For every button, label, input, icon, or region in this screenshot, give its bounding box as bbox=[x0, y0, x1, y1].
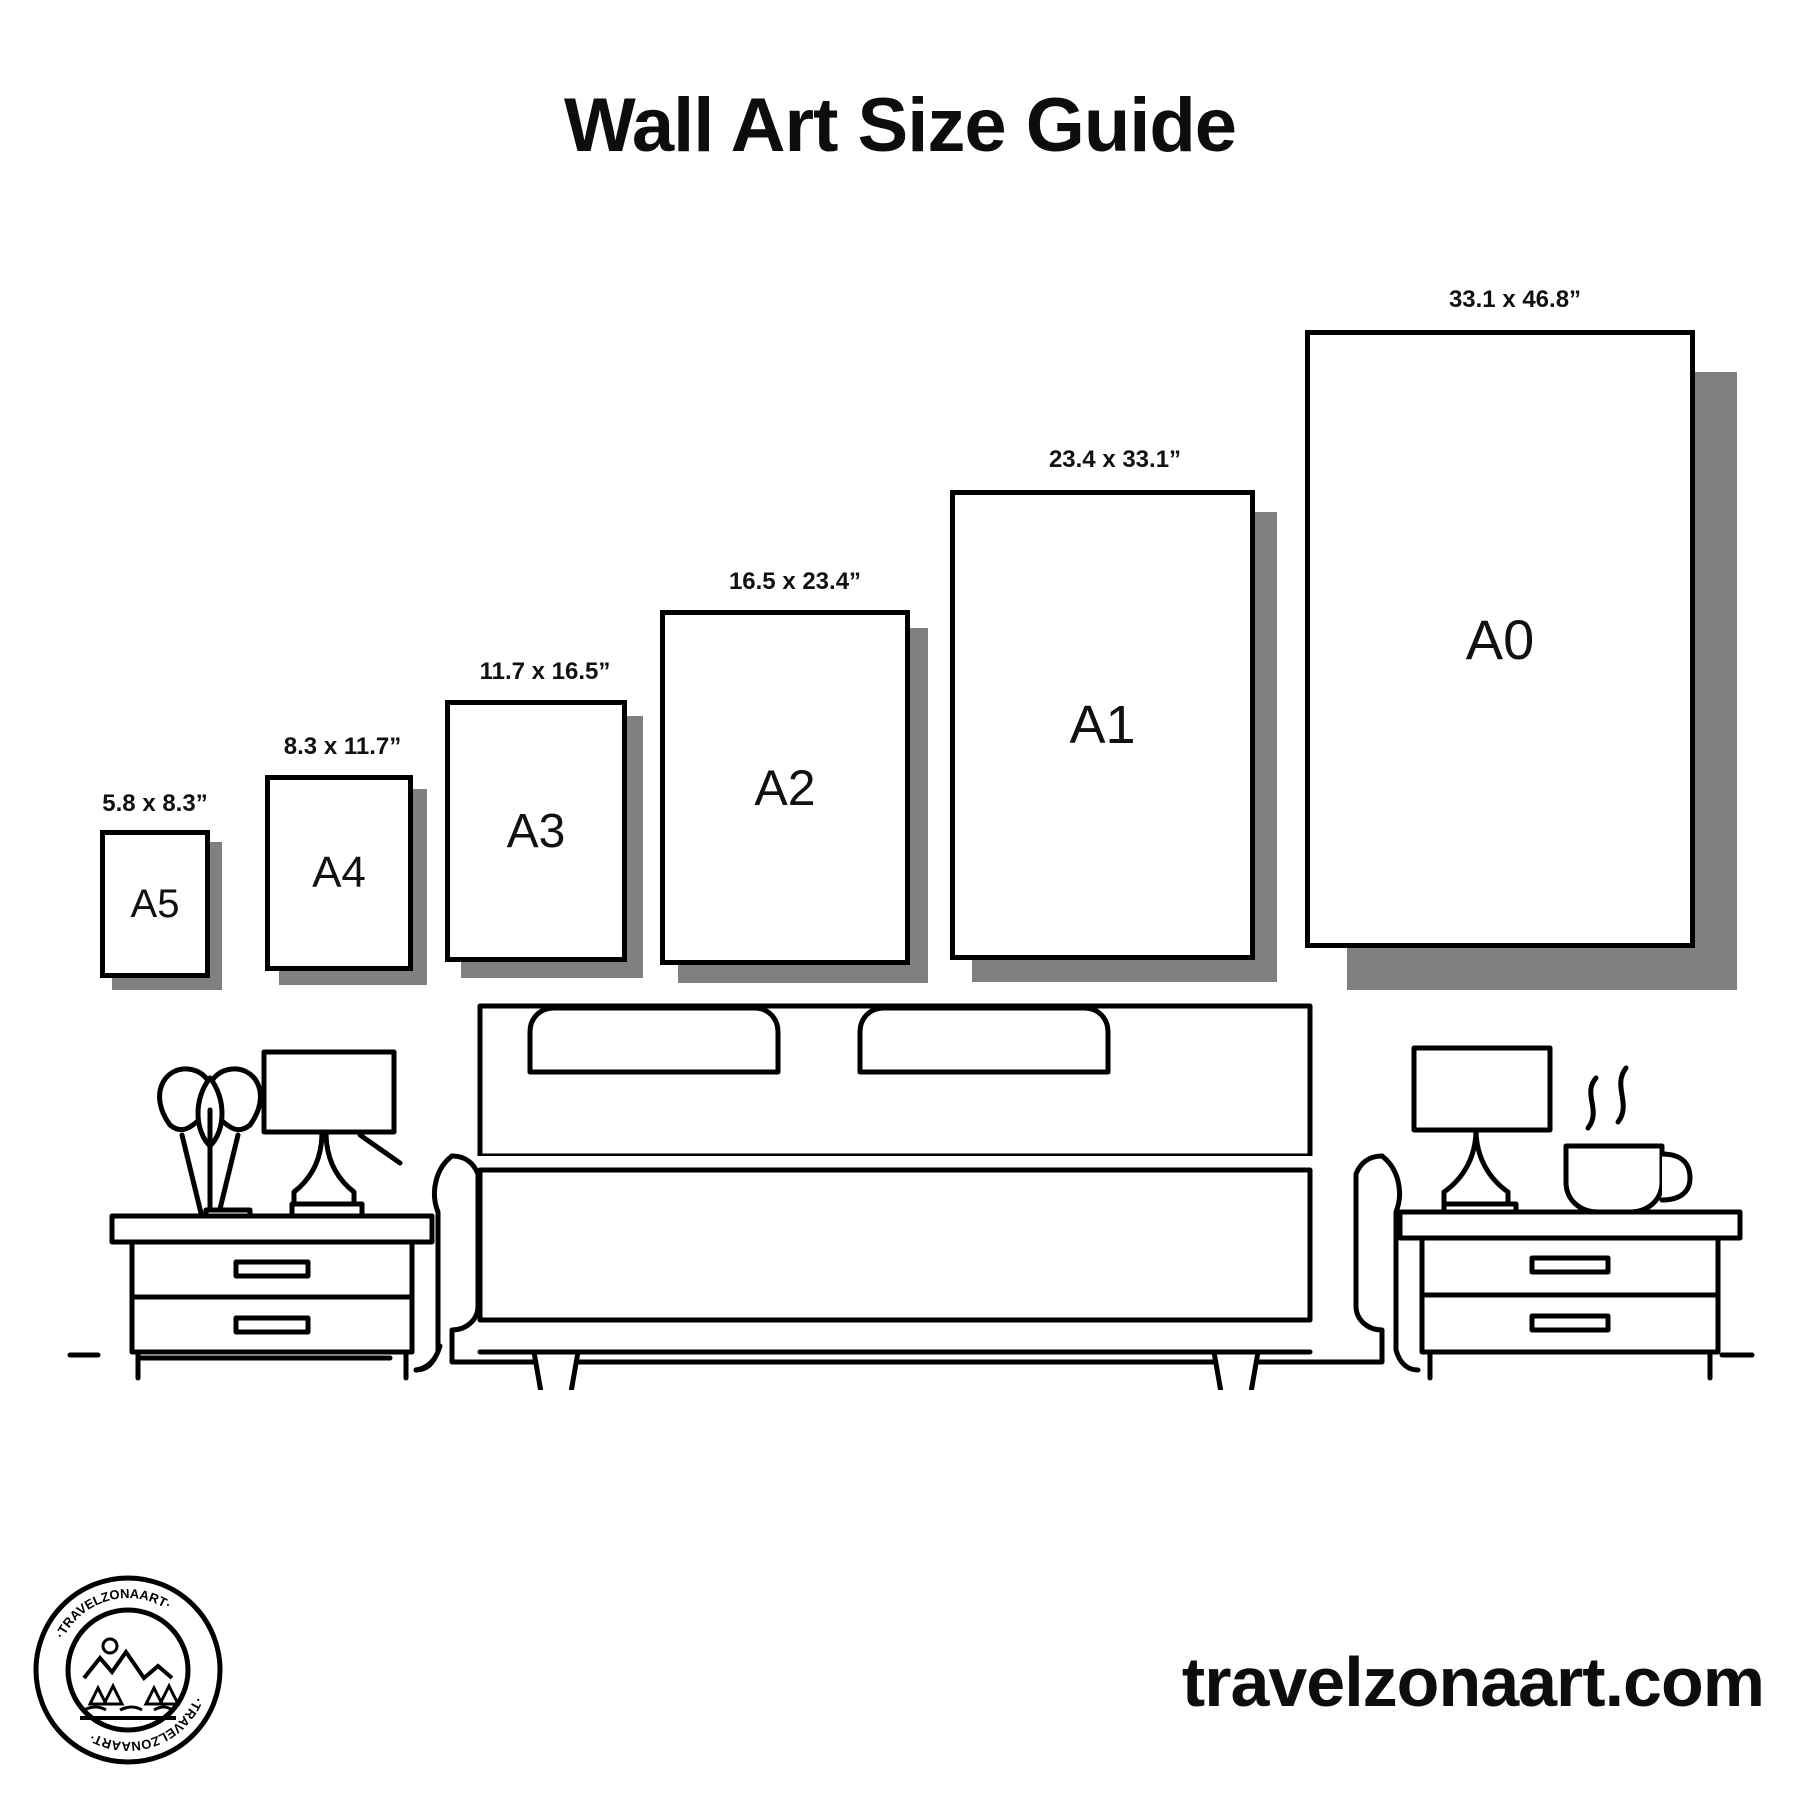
frame-group-a1[interactable] bbox=[950, 446, 1280, 990]
right-lamp bbox=[1414, 1048, 1550, 1216]
frame-group-a4[interactable] bbox=[265, 733, 420, 990]
bedroom-illustration bbox=[60, 960, 1760, 1390]
frame-caption-a5: 5.8 x 8.3” bbox=[102, 790, 208, 817]
logo-outer-ring bbox=[36, 1578, 220, 1762]
frame-size-row bbox=[0, 286, 1800, 990]
frame-label-a1: A1 bbox=[1069, 695, 1136, 755]
frame-box-a3[interactable] bbox=[445, 700, 627, 962]
frame-box-a4[interactable] bbox=[265, 775, 413, 971]
frame-group-a0[interactable] bbox=[1305, 286, 1725, 990]
frame-caption-a3: 11.7 x 16.5” bbox=[479, 658, 611, 685]
bed bbox=[416, 1006, 1418, 1390]
logo-inner-ring bbox=[68, 1610, 188, 1730]
brand-logo[interactable] bbox=[28, 1570, 228, 1770]
frame-label-a2: A2 bbox=[754, 759, 816, 816]
frame-caption-a4: 8.3 x 11.7” bbox=[283, 733, 402, 760]
frame-caption-a1: 23.4 x 33.1” bbox=[1048, 446, 1182, 473]
right-nightstand bbox=[1400, 1212, 1740, 1378]
frame-box-a5[interactable] bbox=[100, 830, 210, 978]
frame-label-a3: A3 bbox=[506, 804, 566, 858]
logo-scene bbox=[80, 1639, 178, 1718]
logo-text-top: ·TRAVELZONAART· bbox=[52, 1585, 175, 1641]
left-nightstand bbox=[112, 1216, 432, 1378]
page-title: Wall Art Size Guide bbox=[563, 83, 1237, 168]
frame-box-a2[interactable] bbox=[660, 610, 910, 965]
frame-caption-a2: 16.5 x 23.4” bbox=[728, 568, 862, 595]
frame-box-a1[interactable] bbox=[950, 490, 1255, 960]
frame-box-a0[interactable] bbox=[1305, 330, 1695, 948]
frame-label-a0: A0 bbox=[1465, 607, 1535, 671]
frame-label-a4: A4 bbox=[312, 848, 366, 897]
frame-group-a2[interactable] bbox=[660, 568, 930, 990]
frame-caption-a0: 33.1 x 46.8” bbox=[1448, 286, 1582, 313]
logo-text-bottom: ·TRAVELZONAART· bbox=[86, 1695, 207, 1755]
frame-label-a5: A5 bbox=[130, 881, 180, 926]
left-lamp bbox=[264, 1052, 400, 1216]
coffee-cup bbox=[1566, 1068, 1690, 1212]
frame-group-a3[interactable] bbox=[445, 658, 645, 990]
website-url[interactable]: travelzonaart.com bbox=[1181, 1643, 1764, 1721]
